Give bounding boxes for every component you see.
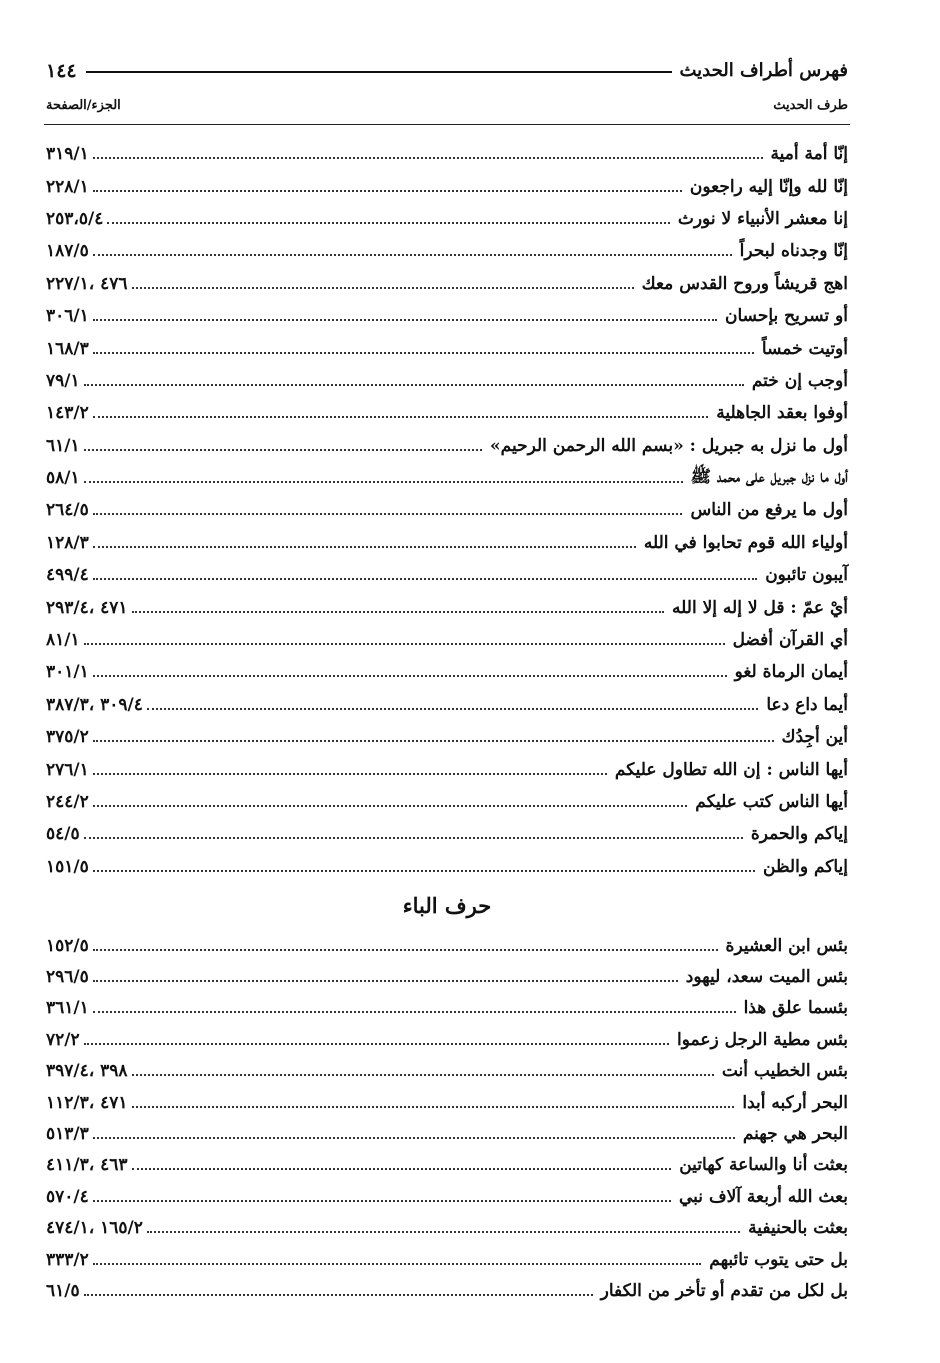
dot-leader	[147, 1231, 740, 1233]
entry-reference: ٤٦٣ ،٤١١/٣	[46, 1155, 128, 1176]
index-entry	[46, 300, 848, 332]
index-entry	[46, 1275, 848, 1306]
entry-text: أول ما نزل به جبريل : «بسم الله الرحمن الرحيم»	[490, 435, 848, 456]
entry-text: إياكم والظن	[763, 856, 848, 877]
dot-leader	[147, 708, 758, 710]
dot-leader	[93, 805, 688, 807]
entry-reference: ٢٧٦/١	[46, 759, 89, 780]
index-entry	[46, 203, 848, 235]
index-entry	[46, 721, 848, 753]
dot-leader	[132, 1106, 735, 1108]
dot-leader	[84, 449, 482, 451]
entry-text: أين أجِدُك	[781, 727, 848, 748]
index-entry	[46, 365, 848, 397]
index-entry	[46, 961, 848, 992]
entry-reference: ٣٦١/١	[46, 998, 89, 1019]
index-entry	[46, 786, 848, 818]
entry-reference: ٢٢٨/١	[46, 176, 89, 197]
dot-leader	[93, 416, 709, 418]
entry-reference: ١٤٣/٢	[46, 403, 89, 424]
dot-leader	[93, 319, 717, 321]
entry-reference: ٣٠١/١	[46, 662, 89, 683]
header-separator	[44, 124, 850, 125]
entry-text: بل لكل من تقدم أو تأخر من الكفار	[600, 1280, 848, 1301]
dot-leader	[84, 643, 725, 645]
index-entry	[46, 559, 848, 591]
dot-leader	[93, 949, 718, 951]
index-entry	[46, 930, 848, 961]
entry-text: أول ما يرفع من الناس	[690, 500, 848, 521]
index-entry	[46, 268, 848, 300]
entry-reference: ٣٣٣/٢	[46, 1249, 89, 1270]
index-entry	[46, 591, 848, 623]
index-entry	[46, 397, 848, 429]
column-headers	[46, 98, 848, 120]
dot-leader	[93, 740, 774, 742]
index-entry	[46, 170, 848, 202]
entry-reference: ٥١٣/٣	[46, 1124, 89, 1145]
entry-reference: ٢٥٣،٥/٤	[46, 208, 104, 229]
entry-text: أيها الناس : إن الله تطاول عليكم	[614, 759, 848, 780]
dot-leader	[93, 1200, 671, 1202]
column-header-hadith: طرف الحديث	[773, 98, 848, 113]
entry-text: أو تسريح بإحسان	[724, 306, 848, 327]
entry-reference: ٤٧٦ ،٢٢٧/١	[46, 273, 128, 294]
index-entry	[46, 1087, 848, 1118]
entry-reference: ٥٨/١	[46, 468, 80, 489]
dot-leader	[132, 1074, 714, 1076]
entry-text: بعثت أنا والساعة كهاتين	[679, 1155, 848, 1176]
entry-text: أيما داع دعا	[766, 694, 848, 715]
dot-leader	[93, 675, 727, 677]
entry-text: البحر هي جهنم	[742, 1124, 848, 1145]
index-entry	[46, 494, 848, 526]
dot-leader	[132, 287, 634, 289]
entry-reference: ٤٧١ ،٢٩٣/٤	[46, 597, 128, 618]
entry-text: أول ما نزل جبريل على محمد ﷺ	[690, 466, 848, 487]
index-entry	[46, 1181, 848, 1212]
index-entry	[46, 993, 848, 1024]
header-rule	[86, 71, 688, 73]
index-entry	[46, 689, 848, 721]
section-title-ba: حرف الباء	[402, 893, 492, 918]
index-entry	[46, 332, 848, 364]
dot-leader	[84, 1294, 593, 1296]
running-header	[46, 58, 848, 84]
entry-reference: ٣٠٩/٤ ،٣٨٧/٣	[46, 694, 143, 715]
entry-text: بعث الله أربعة آلاف نبي	[679, 1186, 848, 1207]
entry-reference: ٦١/٥	[46, 1280, 80, 1301]
entry-reference: ٣٧٥/٢	[46, 727, 89, 748]
index-entry	[46, 1024, 848, 1055]
index-entry	[46, 656, 848, 688]
dot-leader	[93, 1011, 736, 1013]
entry-text: إنّا لله وإنّا إليه راجعون	[689, 176, 848, 197]
index-entry	[46, 1244, 848, 1275]
entry-text: أي القرآن أفضل	[732, 630, 848, 651]
index-entry	[46, 462, 848, 494]
entry-reference: ١٨٧/٥	[46, 241, 89, 262]
dot-leader	[93, 1137, 735, 1139]
index-entry	[46, 753, 848, 785]
entry-reference: ٣١٩/١	[46, 144, 89, 165]
index-entry	[46, 1056, 848, 1087]
entry-reference: ٤٩٩/٤	[46, 565, 89, 586]
dot-leader	[93, 870, 755, 872]
dot-leader	[93, 773, 607, 775]
entry-text: بئس الخطيب أنت	[721, 1061, 848, 1082]
dot-leader	[132, 611, 664, 613]
entry-reference: ٧٩/١	[46, 370, 80, 391]
entry-text: بئسما علق هذا	[743, 998, 848, 1019]
dot-leader	[84, 384, 744, 386]
column-header-volume-page: الجزء/الصفحة	[46, 98, 121, 113]
entry-reference: ٧٢/٢	[46, 1029, 80, 1050]
index-entry	[46, 235, 848, 267]
index-entry	[46, 138, 848, 170]
dot-leader	[132, 1168, 672, 1170]
entry-text: إنّا وجدناه لبحراً	[739, 241, 848, 262]
index-entry	[46, 1150, 848, 1181]
entry-reference: ٤٧١ ،١١٢/٣	[46, 1092, 128, 1113]
entry-reference: ٨١/١	[46, 630, 80, 651]
dot-leader	[93, 546, 636, 548]
entry-text: بل حتى يتوب تائبهم	[709, 1249, 848, 1270]
entry-text: إنا معشر الأنبياء لا نورث	[677, 208, 848, 229]
entry-reference: ٥٧٠/٤	[46, 1186, 89, 1207]
entry-reference: ٢٦٤/٥	[46, 500, 89, 521]
index-entry	[46, 1118, 848, 1149]
entry-reference: ٣٩٨ ،٣٩٧/٤	[46, 1061, 128, 1082]
entry-reference: ٢٩٦/٥	[46, 967, 89, 988]
entry-reference: ٥٤/٥	[46, 824, 80, 845]
entry-text: إنّا أمة أمية	[770, 144, 848, 165]
entry-text: أيْ عمّ : قل لا إله إلا الله	[672, 597, 848, 618]
dot-leader	[84, 837, 743, 839]
entry-text: بئس ابن العشيرة	[725, 935, 848, 956]
running-title: فهرس أطراف الحديث	[672, 58, 849, 84]
entry-reference: ١٦٥/٢ ،٤٧٤/١	[46, 1218, 143, 1239]
entry-text: اهج قريشاً وروح القدس معك	[641, 273, 848, 294]
index-entry	[46, 1213, 848, 1244]
page-number: ١٤٤	[46, 58, 83, 84]
entry-reference: ٣٠٦/١	[46, 306, 89, 327]
entry-text: البحر أركبه أبدا	[742, 1092, 848, 1113]
entry-text: إياكم والحمرة	[750, 824, 848, 845]
index-entry	[46, 818, 848, 850]
entry-reference: ١٦٨/٣	[46, 338, 89, 359]
entry-reference: ٦١/١	[46, 435, 80, 456]
index-entry	[46, 527, 848, 559]
entry-text: أوجب إن ختم	[751, 370, 848, 391]
index-entry	[46, 624, 848, 656]
dot-leader	[93, 254, 732, 256]
entry-reference: ١٢٨/٣	[46, 532, 89, 553]
entry-text: أيمان الرماة لغو	[734, 662, 848, 683]
entry-text: أوفوا بعقد الجاهلية	[716, 403, 848, 424]
entry-reference: ١٥٢/٥	[46, 935, 89, 956]
entry-text: بعثت بالحنيفية	[748, 1218, 848, 1239]
entries-list-alif	[46, 138, 848, 883]
dot-leader	[93, 513, 683, 515]
entry-text: بئس الميت سعد، ليهود	[685, 967, 848, 988]
entry-reference: ١٥١/٥	[46, 856, 89, 877]
entries-list-ba	[46, 930, 848, 1307]
entry-text: أوتيت خمساً	[761, 338, 848, 359]
dot-leader	[93, 352, 754, 354]
dot-leader	[93, 578, 757, 580]
dot-leader	[93, 980, 678, 982]
entry-text: أيها الناس كتب عليكم	[695, 792, 848, 812]
dot-leader	[93, 157, 763, 159]
dot-leader	[107, 222, 669, 224]
dot-leader	[93, 1263, 702, 1265]
entry-text: بئس مطية الرجل زعموا	[677, 1029, 848, 1050]
entry-text: آيبون تائبون	[765, 565, 848, 586]
dot-leader	[84, 481, 683, 483]
dot-leader	[84, 1043, 669, 1045]
entry-reference: ٢٤٤/٢	[46, 792, 89, 812]
index-entry	[46, 851, 848, 883]
dot-leader	[93, 190, 682, 192]
entry-text: أولياء الله قوم تحابوا في الله	[643, 532, 848, 553]
index-entry	[46, 430, 848, 462]
